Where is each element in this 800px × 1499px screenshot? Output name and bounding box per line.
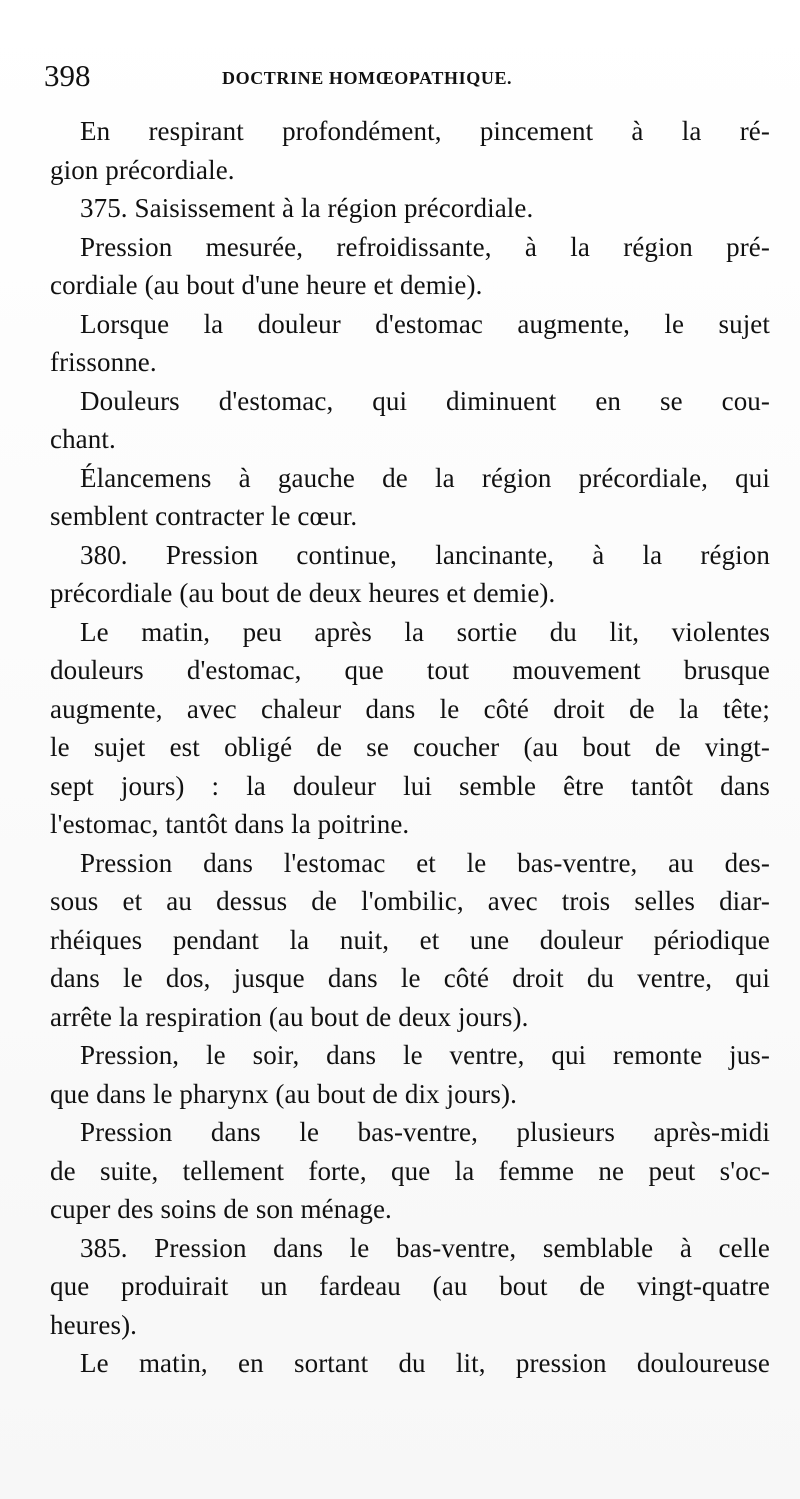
- text-line: 380. Pression continue, lancinante, à la région: [80, 539, 770, 570]
- text-line: douleurs d'estomac, que tout mouvement brusque: [50, 655, 770, 685]
- text-line: heures).: [50, 1309, 138, 1340]
- text-line: sous et au dessus de l'ombilic, avec trois selles diar-: [50, 886, 770, 916]
- text-line: En respirant profondément, pincement à la ré-: [80, 116, 770, 146]
- text-line: arrête la respiration (au bout de deux jours).: [50, 1001, 529, 1032]
- text-line: l'estomac, tantôt dans la poitrine.: [50, 809, 410, 839]
- text-line: cuper des soins de son ménage.: [50, 1194, 392, 1224]
- text-line: précordiale (au bout de deux heures et demie).: [50, 578, 556, 608]
- text-line: sept jours) : la douleur lui semble être tantôt dans: [50, 770, 770, 801]
- page-header: [44, 58, 754, 102]
- text-line: Douleurs d'estomac, qui diminuent en se cou-: [80, 385, 770, 416]
- text-line: de suite, tellement forte, que la femme ne peut s'oc-: [50, 1155, 770, 1186]
- text-line: frissonne.: [50, 347, 157, 377]
- text-line: augmente, avec chaleur dans le côté droit de la tête;: [50, 693, 770, 724]
- page-number: 398: [44, 58, 91, 93]
- text-line: Pression, le soir, dans le ventre, qui remonte jus-: [80, 1040, 770, 1070]
- text-line: gion précordiale.: [50, 154, 235, 185]
- text-line: dans le dos, jusque dans le côté droit du ventre, qui: [50, 963, 770, 993]
- text-line: 375. Saisissement à la région précordiale.: [80, 193, 534, 223]
- body-text: [50, 112, 770, 1383]
- text-line: Élancemens à gauche de la région précordiale, qui: [80, 462, 770, 493]
- text-line: que produirait un fardeau (au bout de vingt-quatre: [50, 1271, 770, 1301]
- text-line: Pression mesurée, refroidissante, à la région pré-: [80, 231, 770, 262]
- text-line: Pression dans l'estomac et le bas-ventre, au des-: [80, 847, 770, 878]
- text-line: cordiale (au bout d'une heure et demie).: [50, 270, 483, 300]
- text-line: semblent contracter le cœur.: [50, 501, 358, 531]
- text-line: Pression dans le bas-ventre, plusieurs après-midi: [80, 1117, 770, 1147]
- text-line: Lorsque la douleur d'estomac augmente, le sujet: [80, 308, 770, 339]
- text-line: 385. Pression dans le bas-ventre, semblable à celle: [80, 1232, 770, 1263]
- text-line: chant.: [50, 424, 116, 454]
- text-line: Le matin, peu après la sortie du lit, violentes: [80, 616, 770, 647]
- text-line: que dans le pharynx (au bout de dix jours).: [50, 1078, 517, 1109]
- text-line: le sujet est obligé de se coucher (au bout de vingt-: [50, 732, 770, 762]
- running-head: DOCTRINE HOMŒOPATHIQUE.: [222, 68, 513, 88]
- text-line: Le matin, en sortant du lit, pression douloureuse: [80, 1348, 770, 1378]
- text-line: rhéiques pendant la nuit, et une douleur périodique: [50, 924, 770, 955]
